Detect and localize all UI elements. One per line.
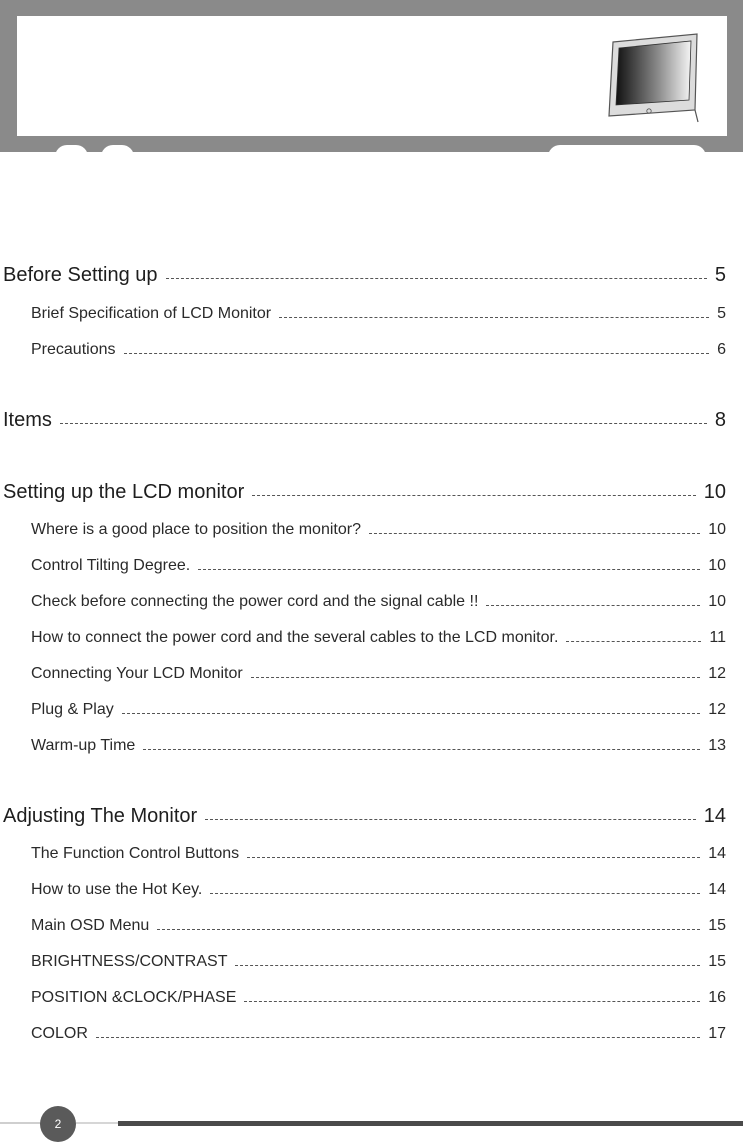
toc-label: Where is a good place to position the monitor? bbox=[31, 521, 361, 538]
toc-label: How to connect the power cord and the several cables to the LCD monitor. bbox=[31, 629, 559, 646]
lcd-monitor-icon bbox=[605, 32, 701, 124]
toc-label: COLOR bbox=[31, 1025, 88, 1042]
toc-entry-adjusting[interactable] bbox=[3, 805, 726, 828]
header-tab bbox=[55, 145, 88, 161]
dot-leader bbox=[122, 713, 700, 714]
dot-leader bbox=[251, 677, 701, 678]
toc-label: Warm-up Time bbox=[31, 737, 136, 754]
toc-entry-good-place[interactable] bbox=[31, 521, 726, 539]
toc-page-number: 5 bbox=[717, 305, 726, 322]
header-tab bbox=[101, 145, 134, 161]
toc-page-number: 10 bbox=[708, 557, 726, 574]
dot-leader bbox=[198, 569, 700, 570]
toc-entry-setting-up[interactable] bbox=[3, 481, 726, 504]
dot-leader bbox=[486, 605, 700, 606]
toc-entry-function-buttons[interactable] bbox=[31, 845, 726, 863]
toc-label: Check before connecting the power cord and the signal cable !! bbox=[31, 593, 479, 610]
toc-page-number: 14 bbox=[703, 805, 726, 827]
dot-leader bbox=[166, 278, 707, 279]
toc-label: Main OSD Menu bbox=[31, 917, 150, 934]
toc-entry-precautions[interactable] bbox=[31, 341, 726, 359]
dot-leader bbox=[244, 1001, 700, 1002]
toc-page-number: 15 bbox=[708, 917, 726, 934]
dot-leader bbox=[210, 893, 700, 894]
toc-label: BRIGHTNESS/CONTRAST bbox=[31, 953, 228, 970]
toc-entry-brief-spec[interactable] bbox=[31, 305, 726, 323]
toc-entry-plug-play[interactable] bbox=[31, 701, 726, 719]
toc-page-number: 16 bbox=[708, 989, 726, 1006]
dot-leader bbox=[369, 533, 700, 534]
footer-rule bbox=[118, 1121, 743, 1126]
dot-leader bbox=[124, 353, 710, 354]
toc-entry-color[interactable] bbox=[31, 1025, 726, 1043]
dot-leader bbox=[143, 749, 700, 750]
dot-leader bbox=[252, 495, 696, 496]
footer-rule bbox=[76, 1122, 118, 1124]
toc-label: Plug & Play bbox=[31, 701, 114, 718]
toc-page-number: 17 bbox=[708, 1025, 726, 1042]
dot-leader bbox=[279, 317, 709, 318]
toc-label: Adjusting The Monitor bbox=[3, 805, 198, 827]
toc-entry-before-setting-up[interactable] bbox=[3, 264, 726, 287]
toc-page-number: 8 bbox=[714, 409, 726, 431]
toc-entry-items[interactable] bbox=[3, 409, 726, 432]
toc-entry-connecting[interactable] bbox=[31, 665, 726, 683]
toc-page-number: 12 bbox=[708, 701, 726, 718]
dot-leader bbox=[60, 423, 707, 424]
toc-entry-how-connect[interactable] bbox=[31, 629, 726, 647]
dot-leader bbox=[205, 819, 696, 820]
toc-page-number: 6 bbox=[717, 341, 726, 358]
toc-page-number: 10 bbox=[708, 593, 726, 610]
toc-entry-main-osd[interactable] bbox=[31, 917, 726, 935]
dot-leader bbox=[235, 965, 700, 966]
dot-leader bbox=[566, 641, 701, 642]
toc-label: Connecting Your LCD Monitor bbox=[31, 665, 243, 682]
header-tab bbox=[548, 145, 706, 161]
toc-label: Before Setting up bbox=[3, 264, 158, 286]
toc-page-number: 12 bbox=[708, 665, 726, 682]
toc-page-number: 14 bbox=[708, 845, 726, 862]
toc-page-number: 10 bbox=[708, 521, 726, 538]
toc-label: Setting up the LCD monitor bbox=[3, 481, 245, 503]
toc-entry-brightness[interactable] bbox=[31, 953, 726, 971]
toc-label: How to use the Hot Key. bbox=[31, 881, 203, 898]
toc-page-number: 14 bbox=[708, 881, 726, 898]
footer-rule bbox=[0, 1122, 42, 1124]
dot-leader bbox=[157, 929, 700, 930]
toc-entry-hot-key[interactable] bbox=[31, 881, 726, 899]
page-number-badge: 2 bbox=[40, 1106, 76, 1142]
toc-entry-check-before[interactable] bbox=[31, 593, 726, 611]
toc-page-number: 11 bbox=[709, 629, 726, 646]
toc-label: The Function Control Buttons bbox=[31, 845, 240, 862]
toc-page-number: 13 bbox=[708, 737, 726, 754]
toc-entry-warmup[interactable] bbox=[31, 737, 726, 755]
toc-label: Brief Specification of LCD Monitor bbox=[31, 305, 272, 322]
dot-leader bbox=[247, 857, 700, 858]
toc-page-number: 10 bbox=[703, 481, 726, 503]
toc-entry-tilting[interactable] bbox=[31, 557, 726, 575]
toc-label: POSITION &CLOCK/PHASE bbox=[31, 989, 237, 1006]
toc-page-number: 15 bbox=[708, 953, 726, 970]
toc-label: Precautions bbox=[31, 341, 116, 358]
toc-label: Control Tilting Degree. bbox=[31, 557, 191, 574]
toc-label: Items bbox=[3, 409, 52, 431]
toc-page-number: 5 bbox=[714, 264, 726, 286]
dot-leader bbox=[96, 1037, 700, 1038]
toc-entry-position[interactable] bbox=[31, 989, 726, 1007]
